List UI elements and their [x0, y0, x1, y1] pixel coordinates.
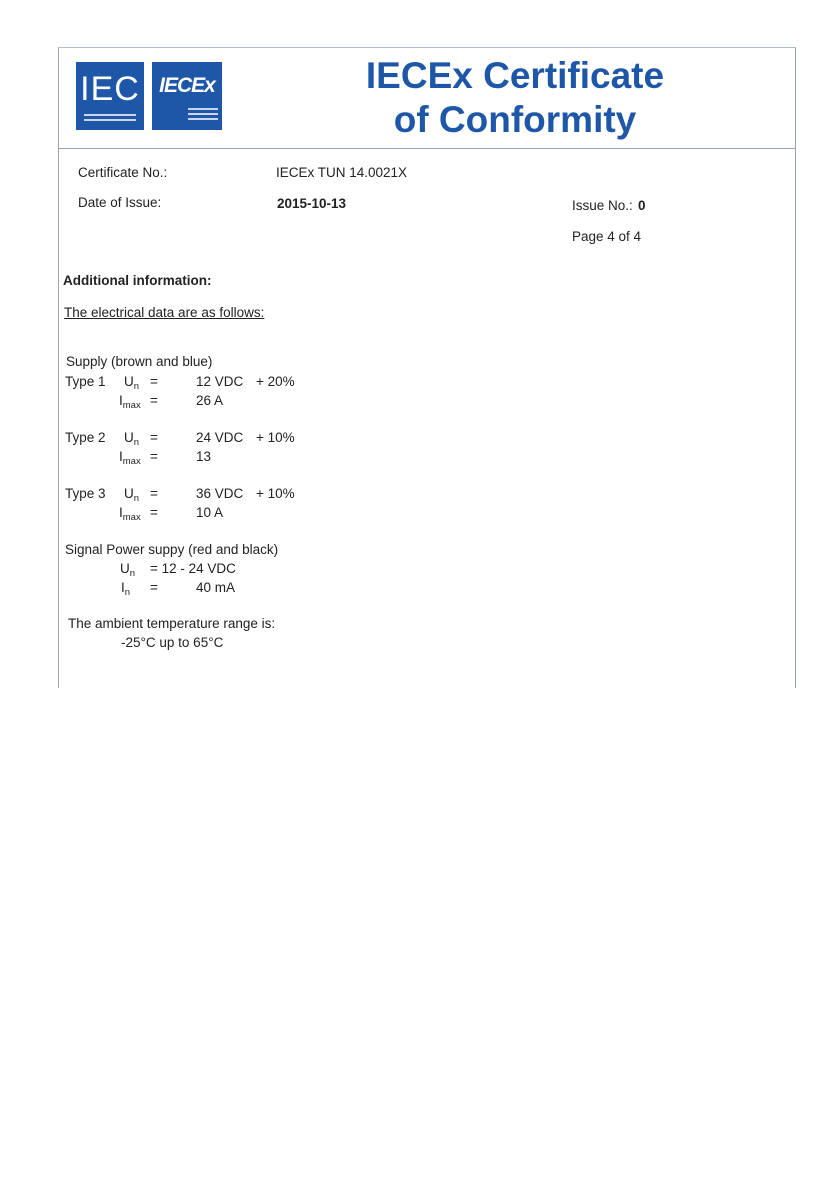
type-2-un-value: 24 VDC — [196, 430, 244, 445]
signal-in-symbol: $I_n$ — [121, 580, 131, 598]
certificate-no-value: IECEx TUN 14.0021X — [276, 165, 408, 180]
electrical-data-heading: The electrical data are as follows: — [64, 305, 265, 320]
type-1-un-symbol: $U_n$ — [124, 374, 140, 392]
signal-in-value: 40 mA — [196, 580, 236, 595]
type-3-un-tolerance: + 10% — [256, 486, 295, 501]
type-1-imax-symbol: $I_{max}$ — [119, 393, 141, 411]
additional-information-heading: Additional information: — [63, 273, 212, 288]
signal-un-value: = 12 - 24 VDC — [150, 561, 236, 576]
date-of-issue-value: 2015-10-13 — [277, 196, 347, 211]
type-2-un-tolerance: + 10% — [256, 430, 295, 445]
page-number: Page 4 of 4 — [572, 229, 642, 244]
date-of-issue-label: Date of Issue: — [78, 195, 162, 210]
type-1-un-equals: = — [150, 374, 158, 389]
supply-heading: Supply (brown and blue) — [66, 354, 213, 369]
type-1-imax-value: 26 A — [196, 393, 224, 408]
type-2-imax-symbol: $I_{max}$ — [119, 449, 141, 467]
type-2-un-equals: = — [150, 430, 158, 445]
ambient-temperature-range: -25°C up to 65°C — [121, 635, 224, 650]
signal-heading: Signal Power suppy (red and black) — [65, 542, 279, 557]
signal-in-equals: = — [150, 580, 158, 595]
type-1-un-tolerance: + 20% — [256, 374, 295, 389]
type-2-label: Type 2 — [65, 430, 106, 445]
issue-no-label: Issue No.: — [572, 198, 633, 213]
type-3-imax-equals: = — [150, 505, 158, 520]
issue-no-value: 0 — [638, 198, 646, 213]
ambient-temperature-heading: The ambient temperature range is: — [68, 616, 276, 631]
type-3-imax-value: 10 A — [196, 505, 224, 520]
type-1-label: Type 1 — [65, 374, 106, 389]
type-3-label: Type 3 — [65, 486, 106, 501]
iec-logo: IEC — [76, 62, 144, 130]
certificate-no-label: Certificate No.: — [78, 165, 168, 180]
type-3-un-symbol: $U_n$ — [124, 486, 140, 504]
type-3-un-equals: = — [150, 486, 158, 501]
type-2-un-symbol: $U_n$ — [124, 430, 140, 448]
type-2-imax-equals: = — [150, 449, 158, 464]
type-3-imax-symbol: $I_{max}$ — [119, 505, 141, 523]
type-1-imax-equals: = — [150, 393, 158, 408]
iecex-logo: IECEx — [152, 62, 222, 130]
signal-un-symbol: $U_n$ — [120, 561, 136, 579]
header-rule — [58, 148, 795, 149]
title-line-2: of Conformity — [393, 99, 637, 140]
type-3-un-value: 36 VDC — [196, 486, 244, 501]
type-2-imax-value: 13 — [196, 449, 212, 464]
type-1-un-value: 12 VDC — [196, 374, 244, 389]
title-line-1: IECEx Certificate — [365, 55, 665, 96]
